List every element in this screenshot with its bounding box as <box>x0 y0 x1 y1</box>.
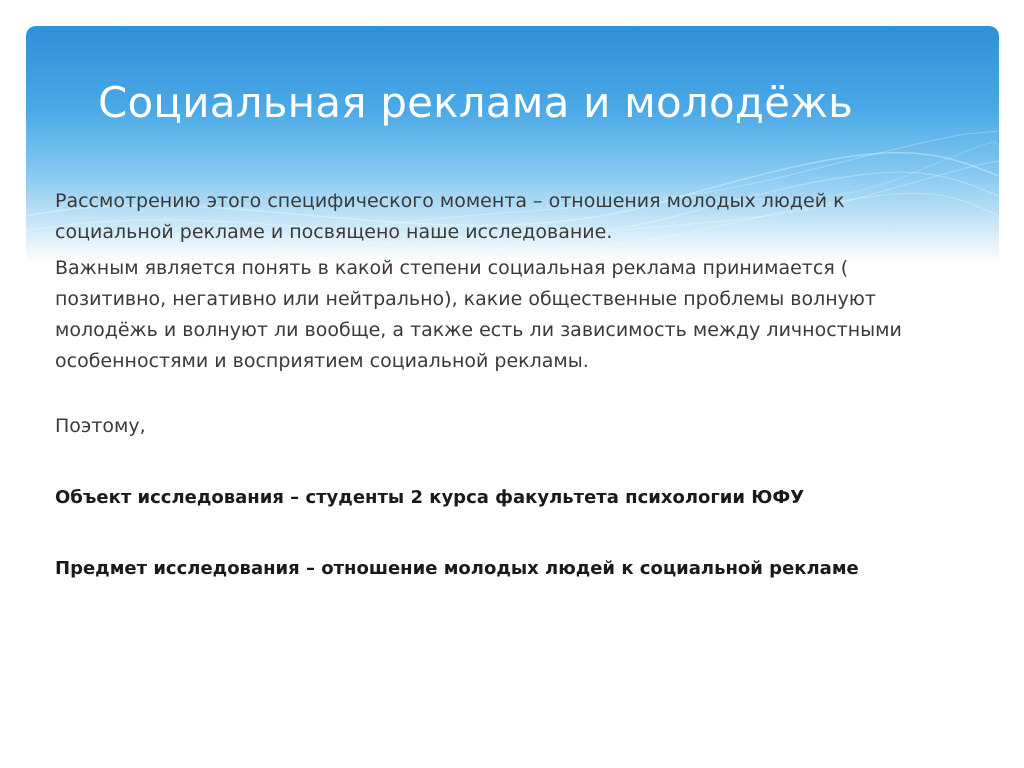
research-object: Объект исследования – студенты 2 курса факультета психологии ЮФУ <box>55 487 805 508</box>
slide-body <box>55 186 955 584</box>
importance-paragraph: Важным является понять в какой степени социальная реклама принимается ( позитивно, негативно или нейтрально), какие общественные проблемы волнуют молодёжь и волнуют ли вообще, а также есть ли зависимость между личностными особенностями и восприятием социальной рекламы. <box>55 257 902 372</box>
research-subject: Предмет исследования – отношение молодых людей к социальной рекламе <box>55 558 859 579</box>
slide-title: Социальная реклама и молодёжь <box>98 78 854 127</box>
intro-paragraph: Рассмотрению этого специфического момента – отношения молодых людей к социальной рекламе и посвящено наше исследование. <box>55 190 845 243</box>
therefore-paragraph: Поэтому, <box>55 415 146 437</box>
